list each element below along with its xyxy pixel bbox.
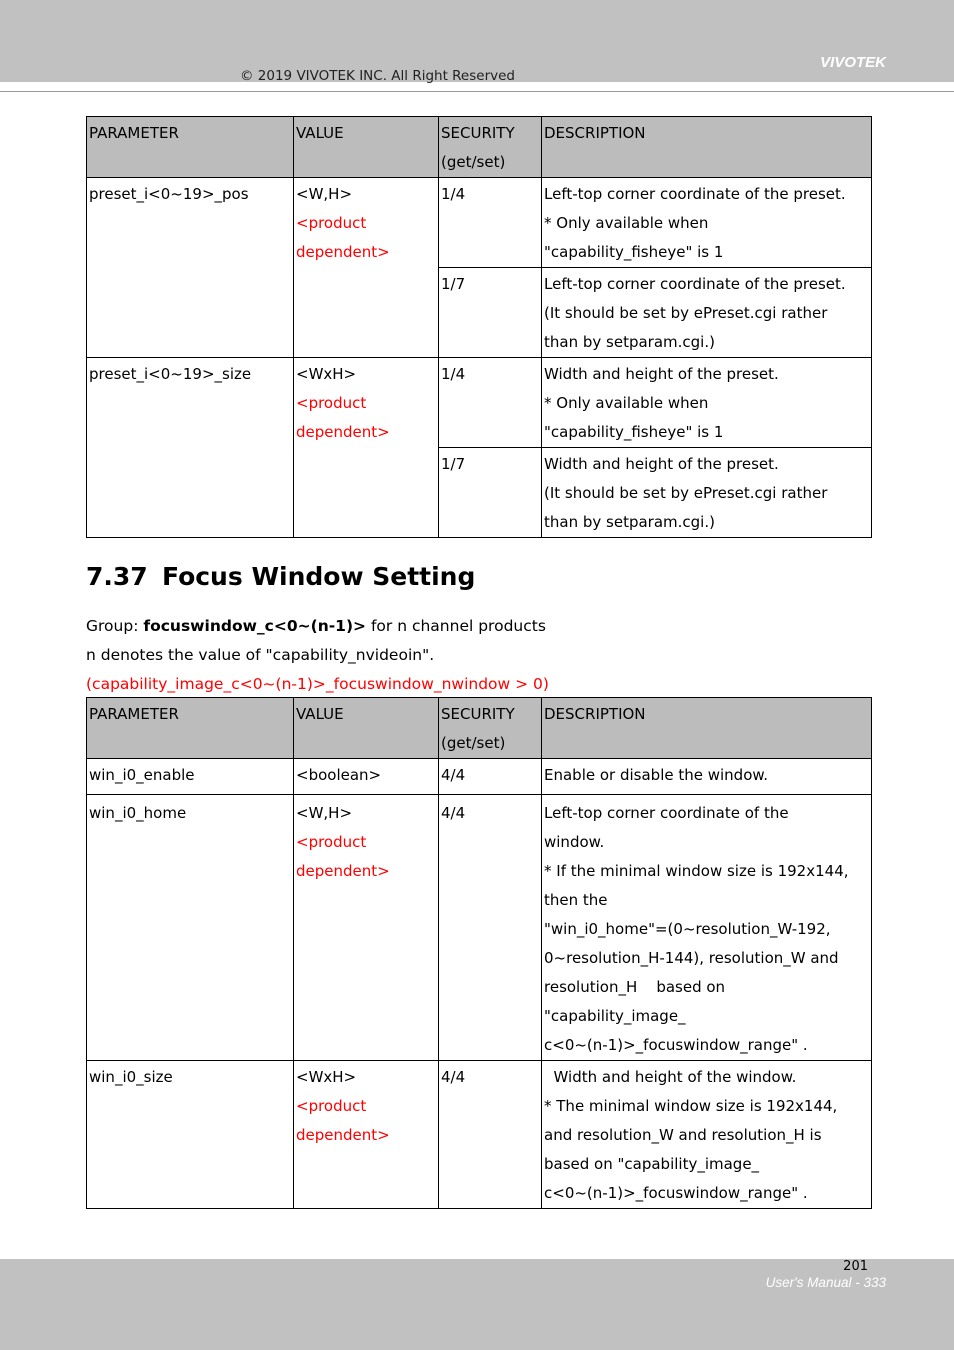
parameter-cell: win_i0_enable xyxy=(87,759,294,795)
security-cell: 1/4 xyxy=(439,358,542,448)
focus-window-parameter-table xyxy=(86,697,872,1209)
description-cell: Enable or disable the window. xyxy=(542,759,872,795)
manual-label: User's Manual - 333 xyxy=(765,1275,886,1290)
parameter-cell: win_i0_home xyxy=(87,795,294,1061)
section-number: 7.37 xyxy=(86,562,148,591)
group-line: Group: focuswindow_c<0~(n-1)> for n channel products xyxy=(86,617,546,635)
column-header-parameter: PARAMETER xyxy=(87,698,294,759)
table-header-row xyxy=(87,698,872,759)
condition-note: (capability_image_c<0~(n-1)>_focuswindow_nwindow > 0) xyxy=(86,675,549,693)
column-header-value: VALUE xyxy=(294,117,439,178)
brand-logo: VIVOTEK xyxy=(820,54,886,71)
column-header-description: DESCRIPTION xyxy=(542,117,872,178)
value-cell: <WxH> <product dependent> xyxy=(294,1061,439,1209)
security-cell: 1/7 xyxy=(439,268,542,358)
table-row xyxy=(87,1061,872,1209)
security-cell: 4/4 xyxy=(439,1061,542,1209)
table-header-row xyxy=(87,117,872,178)
column-header-security: SECURITY (get/set) xyxy=(439,117,542,178)
page-number: 201 xyxy=(843,1259,868,1274)
value-cell: <boolean> xyxy=(294,759,439,795)
value-cell: <W,H> <product dependent> xyxy=(294,178,439,358)
table-row xyxy=(87,358,872,448)
column-header-security: SECURITY (get/set) xyxy=(439,698,542,759)
description-cell: Left-top corner coordinate of the preset. (It should be set by ePreset.cgi rather than by setparam.cgi.) xyxy=(542,268,872,358)
copyright-text: © 2019 VIVOTEK INC. All Right Reserved xyxy=(240,68,515,84)
parameter-cell: preset_i<0~19>_pos xyxy=(87,178,294,358)
footer-band xyxy=(0,1259,954,1350)
description-cell: Width and height of the preset. (It should be set by ePreset.cgi rather than by setparam.cgi.) xyxy=(542,448,872,538)
section-title: Focus Window Setting xyxy=(162,562,476,591)
security-cell: 4/4 xyxy=(439,759,542,795)
column-header-parameter: PARAMETER xyxy=(87,117,294,178)
parameter-cell: win_i0_size xyxy=(87,1061,294,1209)
section-heading xyxy=(86,562,475,591)
table-row xyxy=(87,759,872,795)
value-cell: <W,H> <product dependent> xyxy=(294,795,439,1061)
table-row xyxy=(87,178,872,268)
header-divider xyxy=(0,91,954,92)
description-cell: Left-top corner coordinate of the preset. * Only available when "capability_fisheye" is 1 xyxy=(542,178,872,268)
security-cell: 1/7 xyxy=(439,448,542,538)
value-cell: <WxH> <product dependent> xyxy=(294,358,439,538)
n-note: n denotes the value of "capability_nvideoin". xyxy=(86,646,435,664)
column-header-value: VALUE xyxy=(294,698,439,759)
column-header-description: DESCRIPTION xyxy=(542,698,872,759)
table-row xyxy=(87,795,872,1061)
section-intro xyxy=(86,612,549,699)
preset-parameter-table xyxy=(86,116,872,538)
description-cell: Width and height of the preset. * Only available when "capability_fisheye" is 1 xyxy=(542,358,872,448)
description-cell: Left-top corner coordinate of the window. * If the minimal window size is 192x144, then the "win_i0_home"=(0~resolution_W-192, 0~resolution_H-144), resolution_W and resolution_H based on "capability_image_ c<0~(n-1)>_focuswindow_range" . xyxy=(542,795,872,1061)
security-cell: 1/4 xyxy=(439,178,542,268)
security-cell: 4/4 xyxy=(439,795,542,1061)
group-name: focuswindow_c<0~(n-1)> xyxy=(143,617,367,635)
parameter-cell: preset_i<0~19>_size xyxy=(87,358,294,538)
description-cell: Width and height of the window. * The minimal window size is 192x144, and resolution_W and resolution_H is based on "capability_image_ c<0~(n-1)>_focuswindow_range" . xyxy=(542,1061,872,1209)
